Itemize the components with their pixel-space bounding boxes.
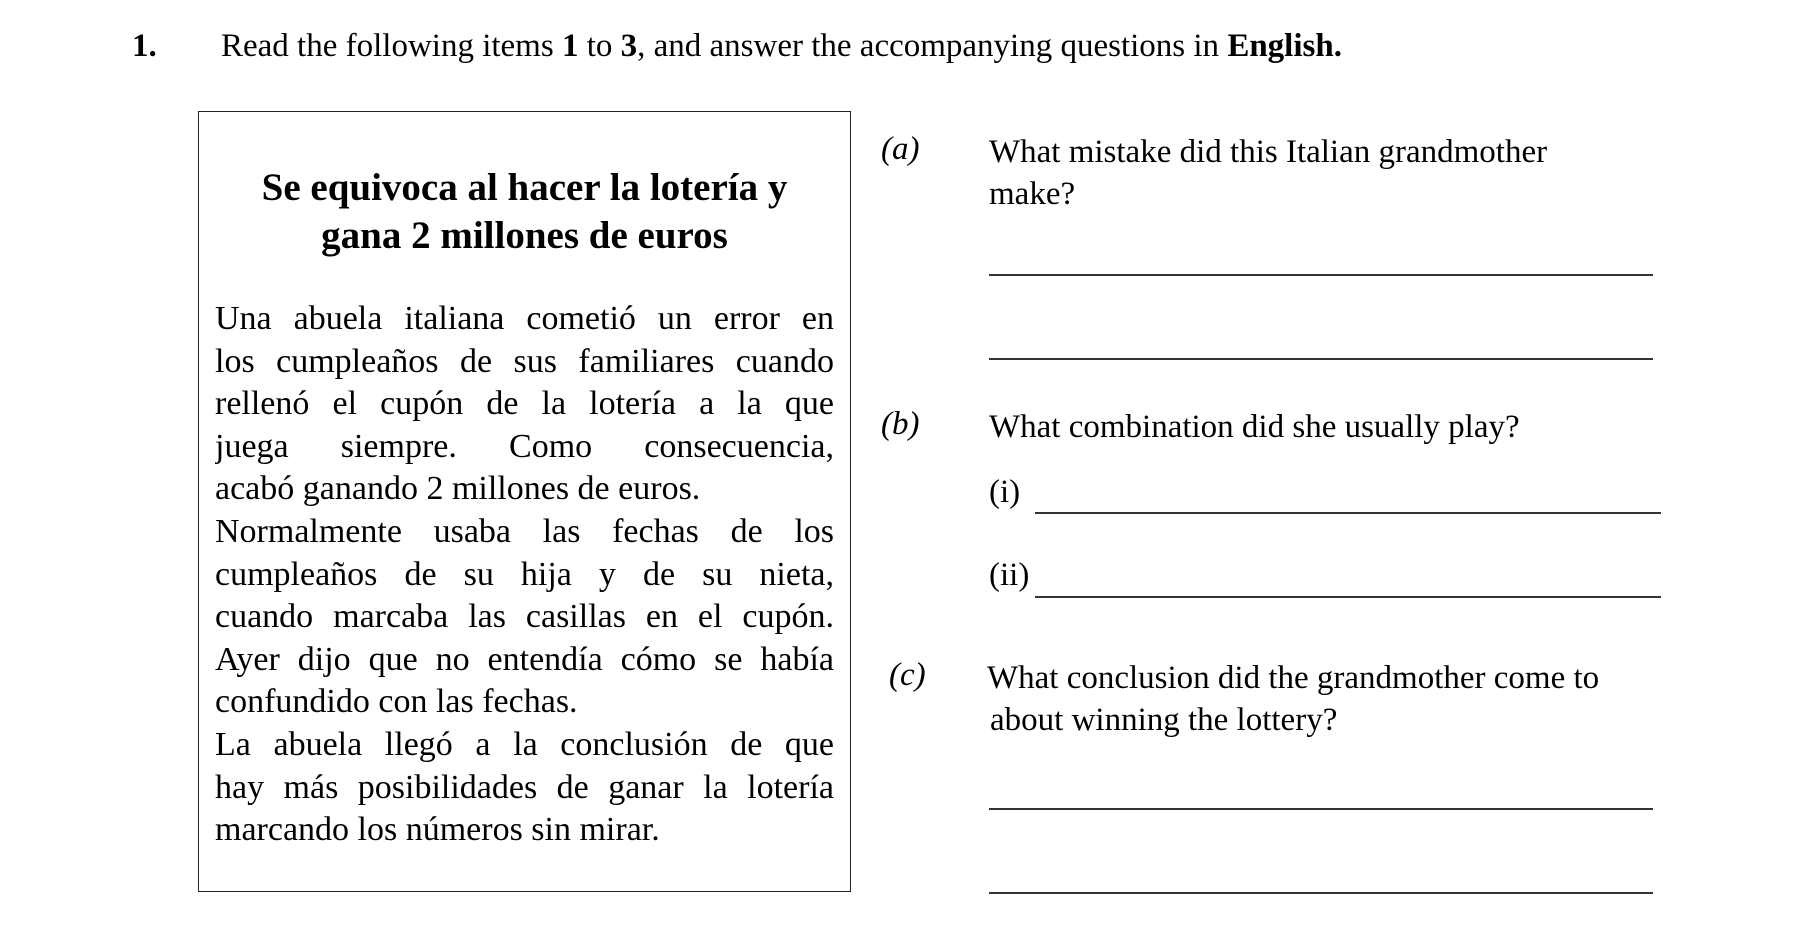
- article-body-line: Ayer dijo que no entendía cómo se había: [215, 640, 834, 678]
- article-title-line: gana 2 millones de euros: [321, 214, 728, 257]
- question-number: 1.: [132, 28, 157, 64]
- part-b-ii-answer-line[interactable]: [1035, 596, 1661, 598]
- part-c-answer-line-1[interactable]: [989, 808, 1653, 810]
- article-body-line: Una abuela italiana cometió un error en: [215, 300, 834, 337]
- part-a-question: [989, 131, 1547, 215]
- article-body-line: acabó ganando 2 millones de euros.: [215, 470, 701, 508]
- article-body-line: marcando los números sin mirar.: [215, 811, 660, 849]
- part-b-question: What combination did she usually play?: [989, 409, 1520, 445]
- article-body: [215, 298, 834, 852]
- article-body-line: Normalmente usaba las fechas de los: [215, 512, 834, 550]
- article-body-line: confundido con las fechas.: [215, 683, 578, 721]
- part-c-question-line: What conclusion did the grandmother come to: [987, 660, 1600, 696]
- part-a-answer-line-1[interactable]: [989, 274, 1653, 276]
- article-body-line: hay más posibilidades de ganar la lotería: [215, 768, 834, 806]
- article-body-line: juega siempre. Como consecuencia,: [215, 427, 834, 465]
- article-box: [198, 111, 851, 892]
- article-body-line: los cumpleaños de sus familiares cuando: [215, 342, 834, 380]
- article-body-line: cuando marcaba las casillas en el cupón.: [215, 598, 834, 636]
- part-b-label: (b): [881, 406, 920, 442]
- article-body-line: La abuela llegó a la conclusión de que: [215, 725, 834, 763]
- part-b-sub-ii-label: (ii): [989, 557, 1030, 593]
- part-a-question-line: make?: [989, 176, 1076, 212]
- part-b-i-answer-line[interactable]: [1035, 512, 1661, 514]
- part-a-label: (a): [881, 131, 920, 167]
- part-c-answer-line-2[interactable]: [989, 892, 1653, 894]
- article-body-line: cumpleaños de su hija y de su nieta,: [215, 555, 834, 593]
- article-body-line: rellenó el cupón de la lotería a la que: [215, 385, 834, 423]
- part-a-answer-line-2[interactable]: [989, 358, 1653, 360]
- part-b-sub-i-label: (i): [989, 474, 1021, 510]
- part-c-question: [987, 657, 1599, 741]
- article-title-line: Se equivoca al hacer la lotería y: [261, 166, 788, 209]
- article-title: [199, 164, 850, 260]
- part-c-question-line: about winning the lottery?: [990, 702, 1338, 738]
- question-instruction: Read the following items 1 to 3, and answer the accompanying questions in English.: [221, 28, 1342, 64]
- part-c-label: (c): [889, 657, 926, 693]
- part-a-question-line: What mistake did this Italian grandmother: [989, 134, 1548, 170]
